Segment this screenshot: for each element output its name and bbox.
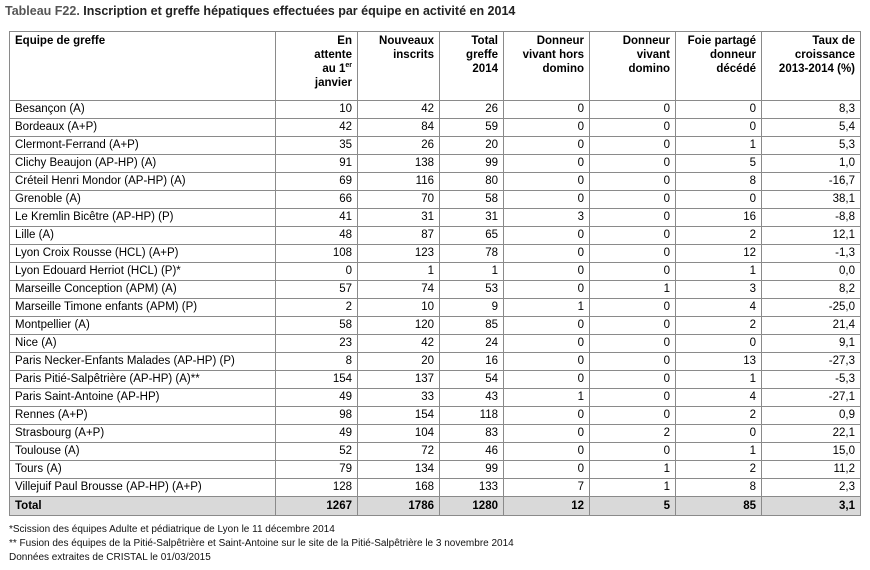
table-row xyxy=(10,101,861,119)
team-name-cell: Lille (A) xyxy=(10,227,276,245)
domino-donor-cell: 0 xyxy=(590,389,676,407)
domino-donor-cell: 0 xyxy=(590,101,676,119)
waiting-count-cell: 0 xyxy=(276,263,358,281)
waiting-count-cell: 49 xyxy=(276,425,358,443)
waiting-count-cell: 42 xyxy=(276,119,358,137)
domino-donor-cell: 1 xyxy=(590,479,676,497)
table-caption: Inscription et greffe hépatiques effectuées par équipe en activité en 2014 xyxy=(83,4,516,18)
table-row xyxy=(10,407,861,425)
table-row xyxy=(10,353,861,371)
waiting-count-cell: 69 xyxy=(276,173,358,191)
waiting-count-cell: 8 xyxy=(276,353,358,371)
total-growth-rate-cell: 3,1 xyxy=(762,497,861,516)
waiting-count-cell: 48 xyxy=(276,227,358,245)
total-grafts-cell: 31 xyxy=(440,209,504,227)
team-name-cell: Strasbourg (A+P) xyxy=(10,425,276,443)
living-donor-cell: 0 xyxy=(504,461,590,479)
living-donor-cell: 0 xyxy=(504,137,590,155)
domino-donor-cell: 0 xyxy=(590,407,676,425)
waiting-count-cell: 10 xyxy=(276,101,358,119)
team-name-cell: Montpellier (A) xyxy=(10,317,276,335)
living-donor-cell: 0 xyxy=(504,407,590,425)
living-donor-cell: 0 xyxy=(504,281,590,299)
total-grafts-cell: 53 xyxy=(440,281,504,299)
total-grafts-cell: 24 xyxy=(440,335,504,353)
new-registrations-cell: 84 xyxy=(358,119,440,137)
team-name-cell: Paris Necker-Enfants Malades (AP-HP) (P) xyxy=(10,353,276,371)
domino-donor-cell: 0 xyxy=(590,155,676,173)
total-row xyxy=(10,497,861,516)
living-donor-cell: 0 xyxy=(504,245,590,263)
new-registrations-cell: 31 xyxy=(358,209,440,227)
total-grafts-cell: 9 xyxy=(440,299,504,317)
table-row xyxy=(10,209,861,227)
footnotes xyxy=(9,523,514,565)
liver-transplant-table xyxy=(9,31,861,516)
team-name-cell: Créteil Henri Mondor (AP-HP) (A) xyxy=(10,173,276,191)
table-row xyxy=(10,281,861,299)
living-donor-cell: 0 xyxy=(504,371,590,389)
split-liver-cell: 13 xyxy=(676,353,762,371)
col-header-waiting: En attente au 1er janvier xyxy=(276,32,358,101)
split-liver-cell: 2 xyxy=(676,227,762,245)
team-name-cell: Besançon (A) xyxy=(10,101,276,119)
growth-rate-cell: 38,1 xyxy=(762,191,861,209)
table-row xyxy=(10,461,861,479)
split-liver-cell: 5 xyxy=(676,155,762,173)
domino-donor-cell: 0 xyxy=(590,299,676,317)
new-registrations-cell: 33 xyxy=(358,389,440,407)
split-liver-cell: 2 xyxy=(676,461,762,479)
new-registrations-cell: 42 xyxy=(358,101,440,119)
team-name-cell: Paris Saint-Antoine (AP-HP) xyxy=(10,389,276,407)
table-row xyxy=(10,263,861,281)
total-grafts-cell: 54 xyxy=(440,371,504,389)
team-name-cell: Lyon Croix Rousse (HCL) (A+P) xyxy=(10,245,276,263)
growth-rate-cell: -16,7 xyxy=(762,173,861,191)
domino-donor-cell: 1 xyxy=(590,281,676,299)
total-grafts-cell: 16 xyxy=(440,353,504,371)
table-row xyxy=(10,119,861,137)
waiting-count-cell: 35 xyxy=(276,137,358,155)
table-row xyxy=(10,191,861,209)
total-grafts-cell: 1 xyxy=(440,263,504,281)
growth-rate-cell: 8,2 xyxy=(762,281,861,299)
table-title xyxy=(5,4,515,18)
team-name-cell: Marseille Conception (APM) (A) xyxy=(10,281,276,299)
growth-rate-cell: 5,4 xyxy=(762,119,861,137)
total-grafts-cell: 26 xyxy=(440,101,504,119)
team-name-cell: Villejuif Paul Brousse (AP-HP) (A+P) xyxy=(10,479,276,497)
growth-rate-cell: -27,3 xyxy=(762,353,861,371)
waiting-count-cell: 58 xyxy=(276,317,358,335)
living-donor-cell: 0 xyxy=(504,119,590,137)
split-liver-cell: 0 xyxy=(676,425,762,443)
growth-rate-cell: 5,3 xyxy=(762,137,861,155)
living-donor-cell: 0 xyxy=(504,353,590,371)
new-registrations-cell: 42 xyxy=(358,335,440,353)
growth-rate-cell: -1,3 xyxy=(762,245,861,263)
total-living-donor-cell: 12 xyxy=(504,497,590,516)
waiting-count-cell: 41 xyxy=(276,209,358,227)
table-row xyxy=(10,173,861,191)
col-header-living-donor: Donneur vivant hors domino xyxy=(504,32,590,101)
table-body xyxy=(10,101,861,516)
team-name-cell: Marseille Timone enfants (APM) (P) xyxy=(10,299,276,317)
header-row xyxy=(10,32,861,101)
total-grafts-cell: 20 xyxy=(440,137,504,155)
footnote-merger: ** Fusion des équipes de la Pitié-Salpêtrière et Saint-Antoine sur le site de la Pitié-Salpêtrière le 3 novembre 2014 xyxy=(9,538,514,549)
total-grafts-cell: 78 xyxy=(440,245,504,263)
growth-rate-cell: 1,0 xyxy=(762,155,861,173)
waiting-count-cell: 79 xyxy=(276,461,358,479)
table-row xyxy=(10,389,861,407)
growth-rate-cell: 11,2 xyxy=(762,461,861,479)
new-registrations-cell: 168 xyxy=(358,479,440,497)
split-liver-cell: 0 xyxy=(676,335,762,353)
domino-donor-cell: 0 xyxy=(590,317,676,335)
domino-donor-cell: 0 xyxy=(590,227,676,245)
split-liver-cell: 1 xyxy=(676,263,762,281)
growth-rate-cell: 21,4 xyxy=(762,317,861,335)
growth-rate-cell: -5,3 xyxy=(762,371,861,389)
living-donor-cell: 3 xyxy=(504,209,590,227)
living-donor-cell: 0 xyxy=(504,101,590,119)
waiting-count-cell: 66 xyxy=(276,191,358,209)
waiting-count-cell: 2 xyxy=(276,299,358,317)
col-header-domino: Donneur vivant domino xyxy=(590,32,676,101)
domino-donor-cell: 0 xyxy=(590,173,676,191)
domino-donor-cell: 1 xyxy=(590,461,676,479)
footnote-lyon: *Scission des équipes Adulte et pédiatrique de Lyon le 11 décembre 2014 xyxy=(9,524,335,535)
living-donor-cell: 0 xyxy=(504,317,590,335)
new-registrations-cell: 134 xyxy=(358,461,440,479)
living-donor-cell: 0 xyxy=(504,173,590,191)
living-donor-cell: 0 xyxy=(504,425,590,443)
growth-rate-cell: 2,3 xyxy=(762,479,861,497)
domino-donor-cell: 0 xyxy=(590,353,676,371)
domino-donor-cell: 0 xyxy=(590,335,676,353)
split-liver-cell: 2 xyxy=(676,407,762,425)
split-liver-cell: 0 xyxy=(676,119,762,137)
split-liver-cell: 8 xyxy=(676,173,762,191)
total-grafts-cell: 65 xyxy=(440,227,504,245)
split-liver-cell: 0 xyxy=(676,101,762,119)
growth-rate-cell: 15,0 xyxy=(762,443,861,461)
split-liver-cell: 4 xyxy=(676,299,762,317)
living-donor-cell: 0 xyxy=(504,191,590,209)
growth-rate-cell: 0,9 xyxy=(762,407,861,425)
split-liver-cell: 2 xyxy=(676,317,762,335)
col-header-team: Equipe de greffe xyxy=(10,32,276,101)
team-name-cell: Grenoble (A) xyxy=(10,191,276,209)
total-grafts-cell: 99 xyxy=(440,461,504,479)
growth-rate-cell: 12,1 xyxy=(762,227,861,245)
team-name-cell: Paris Pitié-Salpêtrière (AP-HP) (A)** xyxy=(10,371,276,389)
growth-rate-cell: 8,3 xyxy=(762,101,861,119)
team-name-cell: Toulouse (A) xyxy=(10,443,276,461)
team-name-cell: Clichy Beaujon (AP-HP) (A) xyxy=(10,155,276,173)
growth-rate-cell: -27,1 xyxy=(762,389,861,407)
total-total-grafts-cell: 1280 xyxy=(440,497,504,516)
team-name-cell: Rennes (A+P) xyxy=(10,407,276,425)
new-registrations-cell: 137 xyxy=(358,371,440,389)
living-donor-cell: 0 xyxy=(504,335,590,353)
domino-donor-cell: 0 xyxy=(590,263,676,281)
domino-donor-cell: 2 xyxy=(590,425,676,443)
new-registrations-cell: 123 xyxy=(358,245,440,263)
split-liver-cell: 1 xyxy=(676,371,762,389)
split-liver-cell: 8 xyxy=(676,479,762,497)
waiting-count-cell: 128 xyxy=(276,479,358,497)
total-team-name-cell: Total xyxy=(10,497,276,516)
total-grafts-cell: 83 xyxy=(440,425,504,443)
new-registrations-cell: 154 xyxy=(358,407,440,425)
table-number: Tableau F22. xyxy=(5,4,80,18)
total-domino-donor-cell: 5 xyxy=(590,497,676,516)
waiting-count-cell: 57 xyxy=(276,281,358,299)
waiting-count-cell: 23 xyxy=(276,335,358,353)
table-row xyxy=(10,479,861,497)
waiting-count-cell: 49 xyxy=(276,389,358,407)
waiting-count-cell: 108 xyxy=(276,245,358,263)
waiting-count-cell: 154 xyxy=(276,371,358,389)
team-name-cell: Bordeaux (A+P) xyxy=(10,119,276,137)
split-liver-cell: 4 xyxy=(676,389,762,407)
split-liver-cell: 3 xyxy=(676,281,762,299)
living-donor-cell: 0 xyxy=(504,263,590,281)
domino-donor-cell: 0 xyxy=(590,119,676,137)
growth-rate-cell: 22,1 xyxy=(762,425,861,443)
living-donor-cell: 1 xyxy=(504,389,590,407)
total-grafts-cell: 58 xyxy=(440,191,504,209)
split-liver-cell: 1 xyxy=(676,443,762,461)
total-grafts-cell: 118 xyxy=(440,407,504,425)
waiting-count-cell: 98 xyxy=(276,407,358,425)
table-row xyxy=(10,137,861,155)
new-registrations-cell: 1 xyxy=(358,263,440,281)
team-name-cell: Clermont-Ferrand (A+P) xyxy=(10,137,276,155)
total-grafts-cell: 59 xyxy=(440,119,504,137)
new-registrations-cell: 26 xyxy=(358,137,440,155)
table-row xyxy=(10,227,861,245)
living-donor-cell: 7 xyxy=(504,479,590,497)
new-registrations-cell: 138 xyxy=(358,155,440,173)
living-donor-cell: 0 xyxy=(504,227,590,245)
total-grafts-cell: 80 xyxy=(440,173,504,191)
new-registrations-cell: 120 xyxy=(358,317,440,335)
team-name-cell: Lyon Edouard Herriot (HCL) (P)* xyxy=(10,263,276,281)
table-row xyxy=(10,443,861,461)
growth-rate-cell: -25,0 xyxy=(762,299,861,317)
team-name-cell: Tours (A) xyxy=(10,461,276,479)
table-row xyxy=(10,425,861,443)
table-row xyxy=(10,299,861,317)
domino-donor-cell: 0 xyxy=(590,191,676,209)
growth-rate-cell: 0,0 xyxy=(762,263,861,281)
domino-donor-cell: 0 xyxy=(590,245,676,263)
living-donor-cell: 0 xyxy=(504,155,590,173)
domino-donor-cell: 0 xyxy=(590,137,676,155)
col-header-split: Foie partagé donneur décédé xyxy=(676,32,762,101)
domino-donor-cell: 0 xyxy=(590,371,676,389)
total-grafts-cell: 85 xyxy=(440,317,504,335)
table-row xyxy=(10,371,861,389)
new-registrations-cell: 116 xyxy=(358,173,440,191)
growth-rate-cell: -8,8 xyxy=(762,209,861,227)
table-row xyxy=(10,335,861,353)
new-registrations-cell: 10 xyxy=(358,299,440,317)
split-liver-cell: 0 xyxy=(676,191,762,209)
table-row xyxy=(10,317,861,335)
total-grafts-cell: 99 xyxy=(440,155,504,173)
domino-donor-cell: 0 xyxy=(590,209,676,227)
total-grafts-cell: 43 xyxy=(440,389,504,407)
col-header-growth: Taux de croissance 2013-2014 (%) xyxy=(762,32,861,101)
split-liver-cell: 12 xyxy=(676,245,762,263)
total-grafts-cell: 46 xyxy=(440,443,504,461)
col-header-new: Nouveaux inscrits xyxy=(358,32,440,101)
total-waiting-count-cell: 1267 xyxy=(276,497,358,516)
new-registrations-cell: 20 xyxy=(358,353,440,371)
waiting-count-cell: 52 xyxy=(276,443,358,461)
table-row xyxy=(10,155,861,173)
team-name-cell: Nice (A) xyxy=(10,335,276,353)
total-split-liver-cell: 85 xyxy=(676,497,762,516)
split-liver-cell: 16 xyxy=(676,209,762,227)
new-registrations-cell: 74 xyxy=(358,281,440,299)
table-row xyxy=(10,245,861,263)
total-new-registrations-cell: 1786 xyxy=(358,497,440,516)
new-registrations-cell: 72 xyxy=(358,443,440,461)
domino-donor-cell: 0 xyxy=(590,443,676,461)
total-grafts-cell: 133 xyxy=(440,479,504,497)
new-registrations-cell: 87 xyxy=(358,227,440,245)
team-name-cell: Le Kremlin Bicêtre (AP-HP) (P) xyxy=(10,209,276,227)
waiting-count-cell: 91 xyxy=(276,155,358,173)
split-liver-cell: 1 xyxy=(676,137,762,155)
living-donor-cell: 0 xyxy=(504,443,590,461)
col-header-total: Total greffe 2014 xyxy=(440,32,504,101)
growth-rate-cell: 9,1 xyxy=(762,335,861,353)
data-source-note: Données extraites de CRISTAL le 01/03/2015 xyxy=(9,552,211,563)
living-donor-cell: 1 xyxy=(504,299,590,317)
new-registrations-cell: 70 xyxy=(358,191,440,209)
new-registrations-cell: 104 xyxy=(358,425,440,443)
